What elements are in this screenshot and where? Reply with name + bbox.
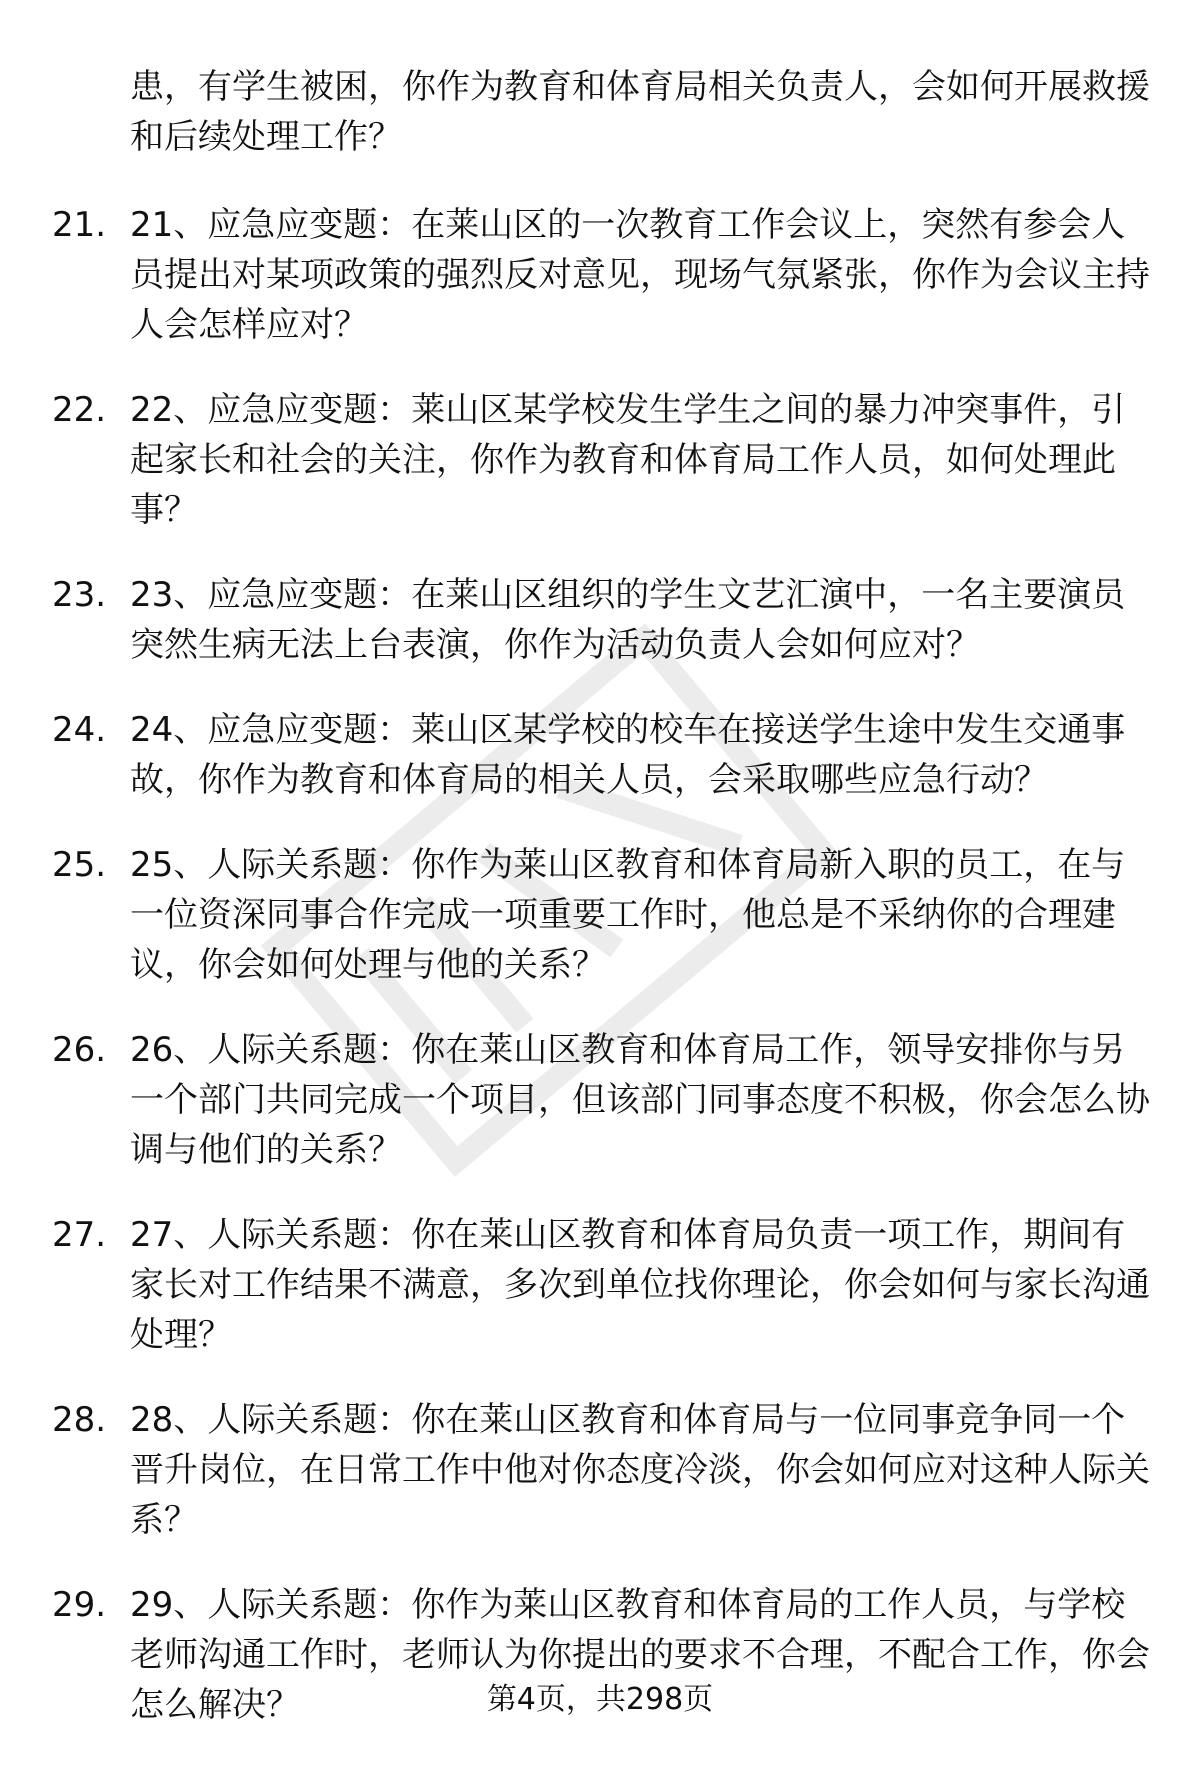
question-number: 29. — [52, 1585, 107, 1625]
question-text: 22、应急应变题：莱山区某学校发生学生之间的暴力冲突事件，引起家长和社会的关注，你作为教育和体育局工作人员，如何处理此事？ — [130, 390, 1126, 530]
question-item — [0, 705, 1200, 805]
question-number: 27. — [52, 1215, 107, 1255]
question-text: 27、人际关系题：你在莱山区教育和体育局负责一项工作，期间有家长对工作结果不满意，多次到单位找你理论，你会如何与家长沟通处理？ — [130, 1215, 1150, 1355]
question-item — [0, 1025, 1200, 1175]
question-number: 25. — [52, 845, 107, 885]
question-item — [0, 1210, 1200, 1360]
question-text: 23、应急应变题：在莱山区组织的学生文艺汇演中，一名主要演员突然生病无法上台表演，你作为活动负责人会如何应对？ — [130, 575, 1126, 665]
question-item — [0, 570, 1200, 670]
question-number: 22. — [52, 390, 107, 430]
question-text: 21、应急应变题：在莱山区的一次教育工作会议上，突然有参会人员提出对某项政策的强烈反对意见，现场气氛紧张，你作为会议主持人会怎样应对？ — [130, 205, 1150, 345]
question-text: 25、人际关系题：你作为莱山区教育和体育局新入职的员工，在与一位资深同事合作完成一项重要工作时，他总是不采纳你的合理建议，你会如何处理与他的关系？ — [130, 845, 1126, 985]
question-number: 26. — [52, 1030, 107, 1070]
question-item — [0, 200, 1200, 350]
question-text: 29、人际关系题：你作为莱山区教育和体育局的工作人员，与学校老师沟通工作时，老师认为你提出的要求不合理，不配合工作，你会怎么解决？ — [130, 1585, 1150, 1725]
question-list — [0, 200, 1200, 1765]
question-number: 24. — [52, 710, 107, 750]
page-footer: 第4页，共298页 — [486, 1682, 714, 1717]
question-number: 21. — [52, 205, 107, 245]
question-text: 24、应急应变题：莱山区某学校的校车在接送学生途中发生交通事故，你作为教育和体育局的相关人员，会采取哪些应急行动？ — [130, 710, 1126, 800]
question-item — [0, 840, 1200, 990]
question-text: 28、人际关系题：你在莱山区教育和体育局与一位同事竞争同一个晋升岗位，在日常工作中他对你态度冷淡，你会如何应对这种人际关系？ — [130, 1400, 1150, 1540]
question-number: 28. — [52, 1400, 107, 1440]
question-number: 23. — [52, 575, 107, 615]
continuation-text: 患，有学生被困，你作为教育和体育局相关负责人，会如何开展救援和后续处理工作？ — [130, 67, 1150, 157]
question-item — [0, 1395, 1200, 1545]
question-item — [0, 385, 1200, 535]
question-text: 26、人际关系题：你在莱山区教育和体育局工作，领导安排你与另一个部门共同完成一个项目，但该部门同事态度不积极，你会怎么协调与他们的关系？ — [130, 1030, 1150, 1170]
